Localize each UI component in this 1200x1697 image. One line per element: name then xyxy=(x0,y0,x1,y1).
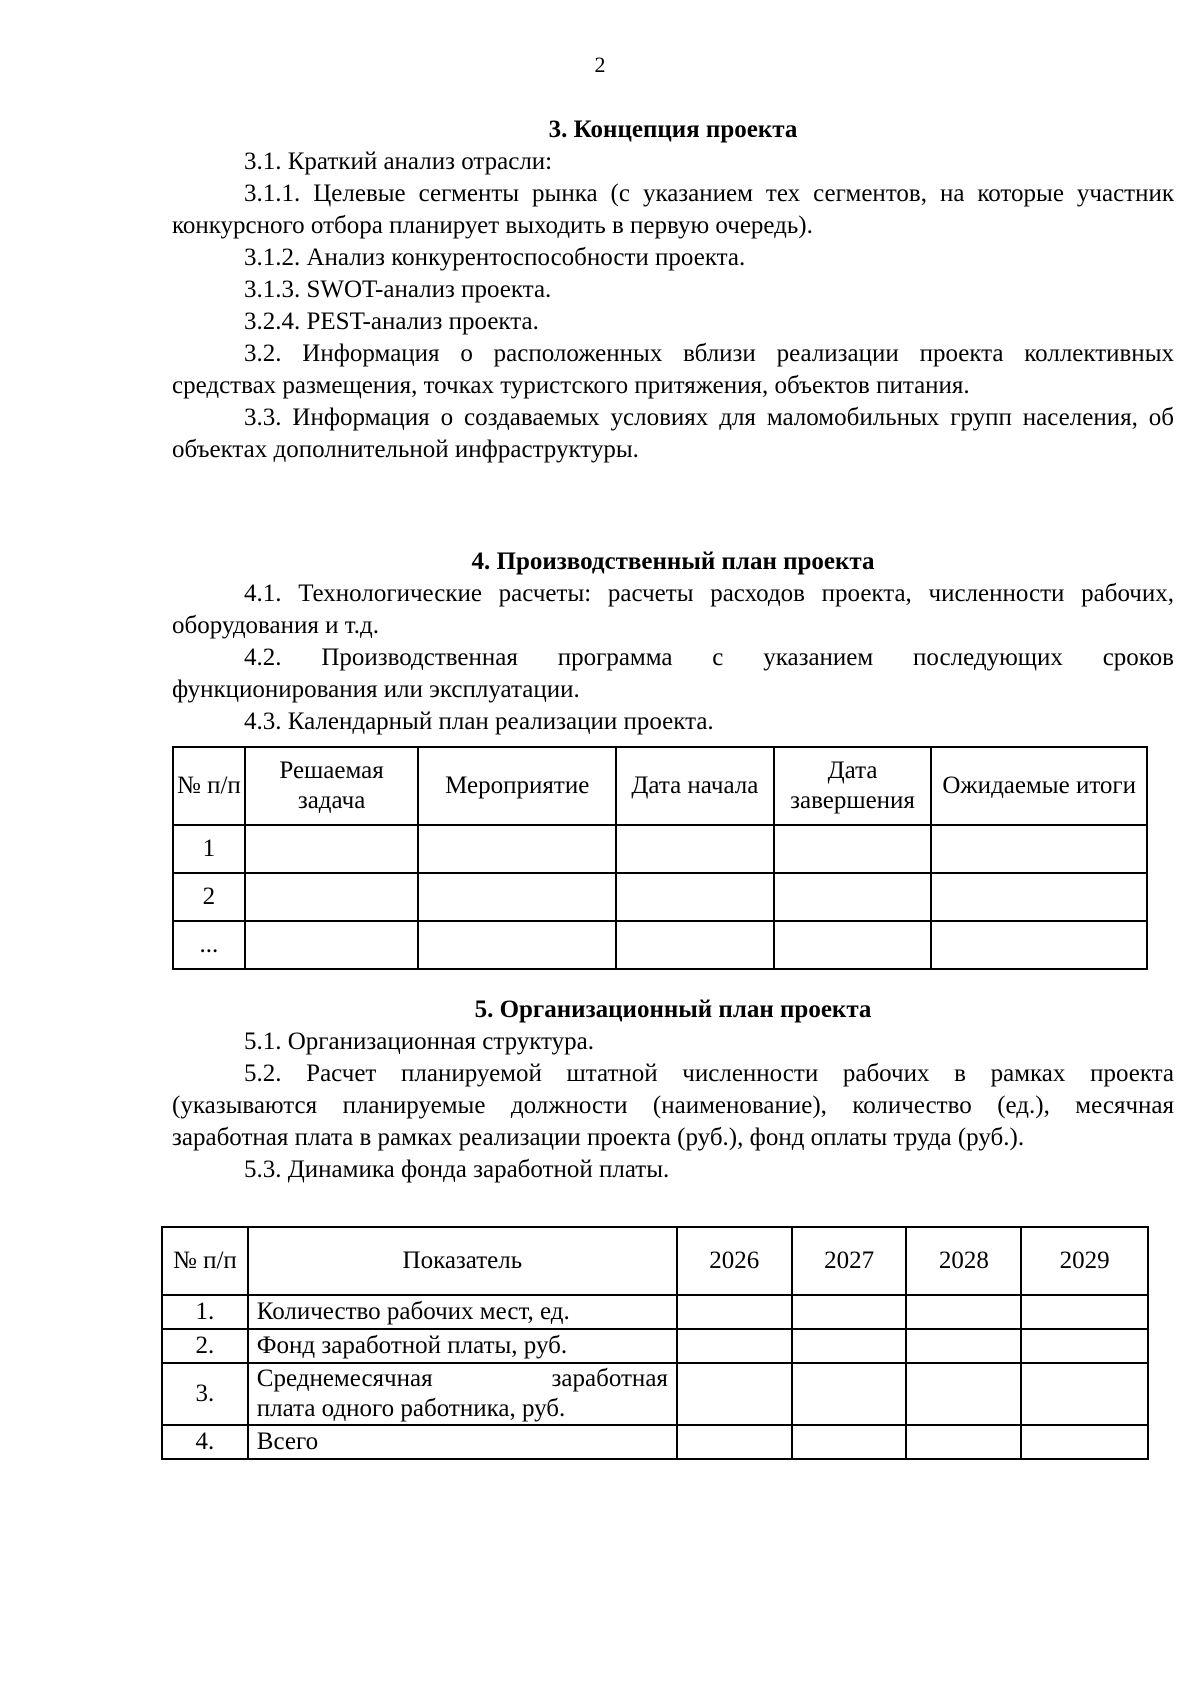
table-row xyxy=(173,825,1147,873)
row-number: 1. xyxy=(162,1295,248,1329)
paragraph-3-1: 3.1. Краткий анализ отрасли: xyxy=(244,148,553,175)
col-header-number: № п/п xyxy=(162,1227,248,1295)
col-header-end-date: Дата завершения xyxy=(774,747,932,825)
row-number: 3. xyxy=(162,1363,248,1425)
paragraph-3-3: 3.3. Информация о создаваемых условиях для маломобильных групп населения, об объектах дополнительной инфраструктуры. xyxy=(172,404,1174,463)
row-label-line-2: плата одного работника, руб. xyxy=(256,1395,566,1422)
paragraph-4-3: 4.3. Календарный план реализации проекта. xyxy=(244,708,714,735)
paragraph-5-2: 5.2. Расчет планируемой штатной численности рабочих в рамках проекта (указываются планируемые должности (наименование), количество (ед.), месячная заработная плата в рамках реализации проекта (руб.), фонд оплаты труда (руб.). xyxy=(172,1060,1174,1151)
row-number: 2 xyxy=(173,873,245,921)
paragraph-5-1: 5.1. Организационная структура. xyxy=(244,1028,594,1055)
table-header-row xyxy=(162,1227,1148,1295)
section-3 xyxy=(172,114,1174,466)
calendar-plan-table xyxy=(172,746,1148,970)
section-4-heading: 4. Производственный план проекта xyxy=(471,548,875,575)
table-row xyxy=(162,1363,1148,1425)
salary-fund-table xyxy=(161,1226,1149,1460)
col-header-start-date: Дата начала xyxy=(616,747,774,825)
paragraph-3-2-4: 3.2.4. PEST-анализ проекта. xyxy=(244,308,539,335)
section-3-heading: 3. Концепция проекта xyxy=(548,116,798,143)
row-label: Фонд заработной платы, руб. xyxy=(248,1329,677,1363)
col-header-activity: Мероприятие xyxy=(418,747,616,825)
paragraph-3-1-3: 3.1.3. SWOT-анализ проекта. xyxy=(244,276,552,303)
col-header-2026: 2026 xyxy=(677,1227,792,1295)
table-row xyxy=(173,873,1147,921)
row-number: 4. xyxy=(162,1425,248,1459)
row-number: 1 xyxy=(173,825,245,873)
row-label-line-1: Среднемесячная заработная xyxy=(256,1365,668,1392)
paragraph-3-1-1: 3.1.1. Целевые сегменты рынка (с указанием тех сегментов, на которые участник конкурсного отбора планирует выходить в первую очередь). xyxy=(172,180,1174,239)
row-number: ... xyxy=(173,921,245,969)
row-label xyxy=(248,1363,677,1425)
col-header-2029: 2029 xyxy=(1021,1227,1148,1295)
section-5-heading: 5. Организационный план проекта xyxy=(474,996,872,1023)
col-header-expected-results: Ожидаемые итоги xyxy=(931,747,1147,825)
table-header-row xyxy=(173,747,1147,825)
paragraph-3-2: 3.2. Информация о расположенных вблизи реализации проекта коллективных средствах размещения, точках туристского притяжения, объектов питания. xyxy=(172,340,1174,399)
col-header-2027: 2027 xyxy=(792,1227,907,1295)
table-row xyxy=(173,921,1147,969)
table-row xyxy=(162,1295,1148,1329)
row-number: 2. xyxy=(162,1329,248,1363)
section-5 xyxy=(172,994,1174,1186)
paragraph-4-1: 4.1. Технологические расчеты: расчеты расходов проекта, численности рабочих, оборудования и т.д. xyxy=(172,580,1174,639)
paragraph-5-3: 5.3. Динамика фонда заработной платы. xyxy=(244,1156,670,1183)
page-number: 2 xyxy=(594,52,606,77)
row-label: Количество рабочих мест, ед. xyxy=(248,1295,677,1329)
col-header-indicator: Показатель xyxy=(248,1227,677,1295)
paragraph-4-2: 4.2. Производственная программа с указанием последующих сроков функционирования или эксплуатации. xyxy=(172,644,1174,703)
col-header-task: Решаемая задача xyxy=(245,747,419,825)
section-4 xyxy=(172,546,1174,738)
paragraph-3-1-2: 3.1.2. Анализ конкурентоспособности проекта. xyxy=(244,244,746,271)
col-header-number: № п/п xyxy=(173,747,245,825)
col-header-2028: 2028 xyxy=(906,1227,1021,1295)
row-label: Всего xyxy=(248,1425,677,1459)
table-row xyxy=(162,1329,1148,1363)
table-row xyxy=(162,1425,1148,1459)
